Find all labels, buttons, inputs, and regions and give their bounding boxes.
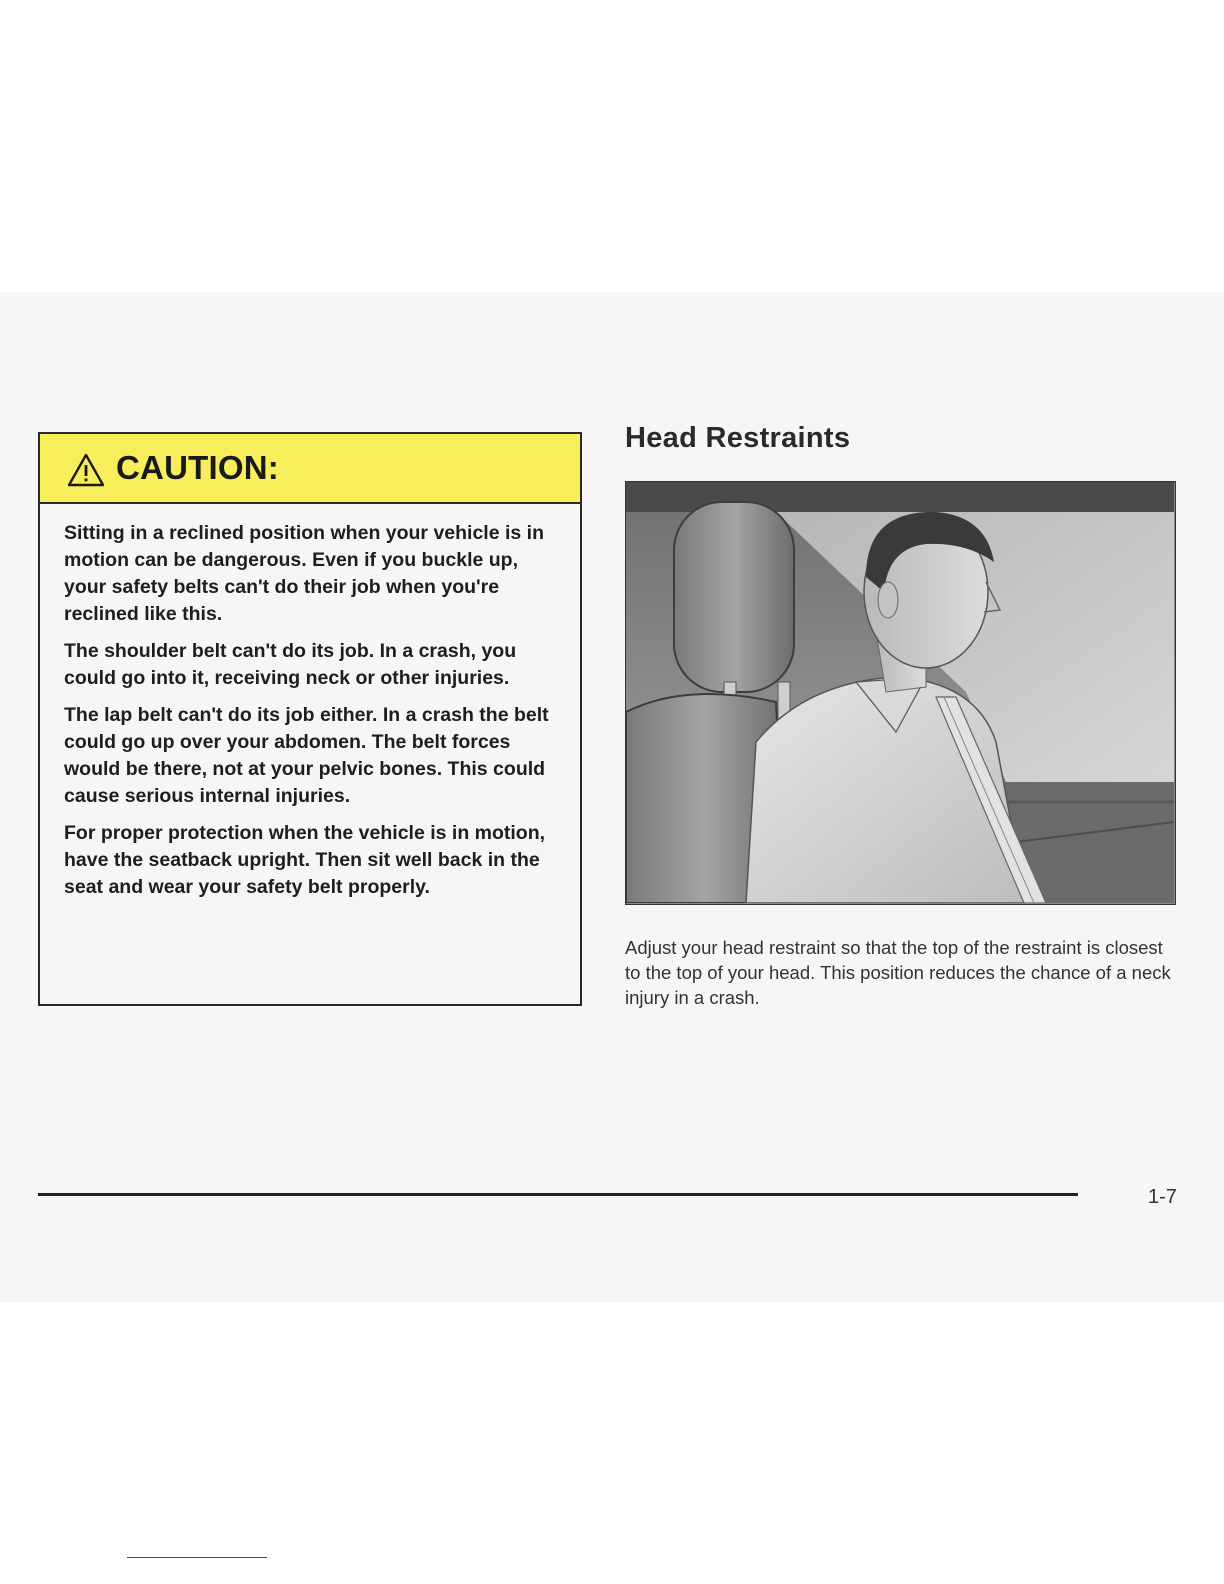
caution-title: CAUTION: — [116, 449, 279, 486]
head-restraint-illustration — [625, 481, 1176, 905]
section-body-text: Adjust your head restraint so that the top of the restraint is closest to the top of your head. This position reduces the chance of a neck injury in a crash. — [625, 937, 1171, 1008]
driver-illustration — [626, 482, 1174, 903]
caution-paragraph: For proper protection when the vehicle is in motion, have the seatback upright. Then sit well back in the seat and wear your safety belt properly. — [64, 822, 546, 898]
caution-body — [64, 520, 564, 911]
caution-paragraph: The shoulder belt can't do its job. In a crash, you could go into it, receiving neck or other injuries. — [64, 640, 517, 689]
caution-paragraph: The lap belt can't do its job either. In a crash the belt could go up over your abdomen. The belt forces would be there, not at your pelvic bones. This could cause serious internal injuries. — [64, 704, 549, 807]
footer-rule — [38, 1193, 1078, 1196]
bottom-link-underline[interactable] — [127, 1557, 267, 1558]
caution-box — [38, 432, 582, 1006]
warning-triangle-icon — [66, 452, 106, 488]
caution-paragraph: Sitting in a reclined position when your vehicle is in motion can be dangerous. Even if you buckle up, your safety belts can't do their job when you're reclined like this. — [64, 522, 544, 625]
section-title: Head Restraints — [625, 422, 851, 454]
page-number: 1-7 — [1148, 1186, 1177, 1208]
caution-header — [40, 434, 580, 504]
